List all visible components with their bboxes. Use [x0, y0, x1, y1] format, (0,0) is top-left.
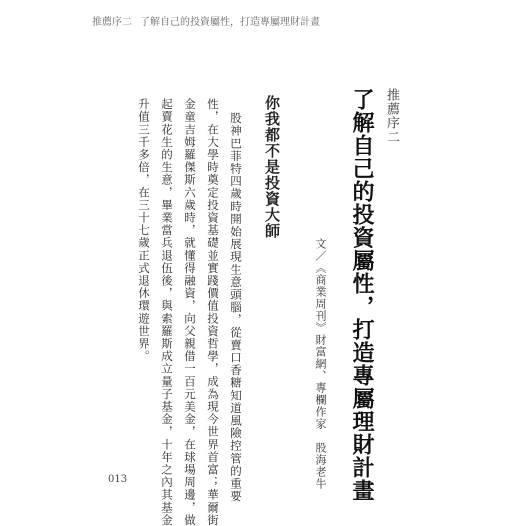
article-kicker: 推薦序二: [384, 88, 399, 144]
body-line: 升值三千多倍，在三十七歲正式退休環遊世界。: [137, 98, 151, 363]
body-line: 金童吉姆羅傑斯六歲時，就懂得融資，向父親借一百元美金，在球場周邊，做: [183, 98, 197, 526]
body-line: 股神巴菲特四歲時開始展現生意頭腦，從賣口香糖知道風險控管的重要: [229, 112, 243, 503]
running-header: [92, 13, 320, 28]
running-header-title: 了解自己的投資屬性，打造專屬理財計畫: [140, 17, 320, 28]
running-header-section: 推薦序二: [92, 17, 132, 28]
article-title: 了解自己的投資屬性，打造專屬理財計畫: [349, 88, 374, 502]
body-line: 性，在大學時奠定投資基礎並實踐價值投資哲學，成為現今世界首富；華爾街: [206, 98, 220, 526]
page-number: 013: [108, 474, 128, 485]
section-heading: 你我都不是投資大師: [263, 95, 281, 239]
body-line: 起賣花生的生意，畢業當兵退伍後，與索羅斯成立量子基金，十年之內其基金: [160, 98, 174, 526]
article-byline: 文／《商業周刊》財富網、專欄作家 股海老牛: [314, 238, 327, 490]
